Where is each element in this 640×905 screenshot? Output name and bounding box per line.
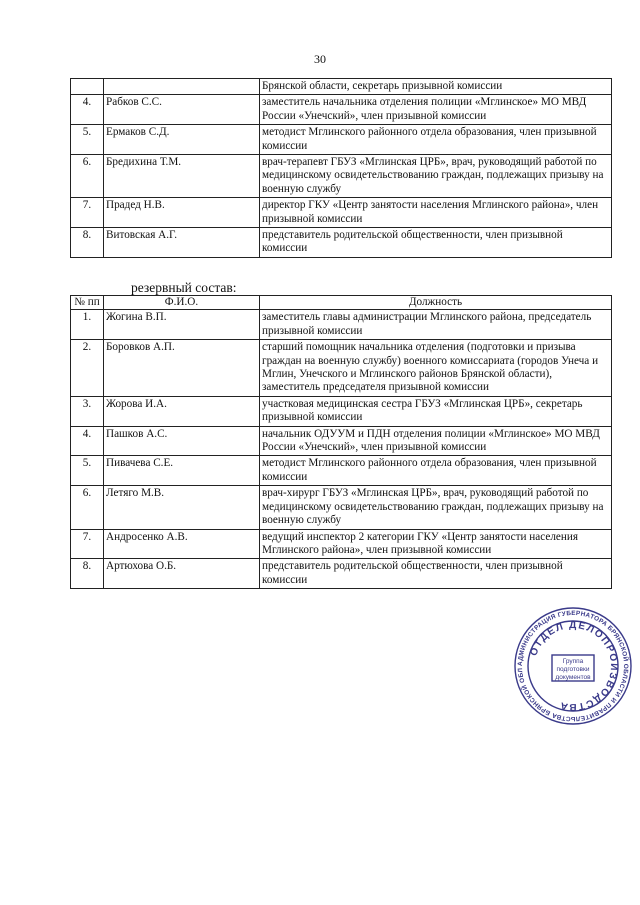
- table-row: [71, 95, 612, 125]
- cell-name: Боровков А.П.: [104, 340, 260, 397]
- svg-text:подготовки: подготовки: [556, 666, 590, 673]
- table-header-row: [71, 296, 612, 310]
- cell-position: старший помощник начальника отделения (подготовки и призыва граждан на военную службу) военного комиссариата (городов Унеча и Мглин, Унечского и Мглинского районов Брянской области), заместитель председателя призывной комиссии: [260, 340, 612, 397]
- cell-name: Ермаков С.Д.: [104, 125, 260, 155]
- table-row: [71, 125, 612, 155]
- cell-position: заместитель начальника отделения полиции «Мглинское» МО МВД России «Унечский», член призывной комиссии: [260, 95, 612, 125]
- reserve-section-title: резервный состав:: [131, 280, 237, 295]
- cell-name: Андросенко А.В.: [104, 529, 260, 559]
- cell-name: Артюхова О.Б.: [104, 559, 260, 589]
- table-row: [71, 198, 612, 228]
- table-row: [71, 559, 612, 589]
- svg-text:документов: документов: [555, 674, 591, 681]
- table-row: [71, 529, 612, 559]
- cell-position: ведущий инспектор 2 категории ГКУ «Центр занятости населения Мглинского района», член призывной комиссии: [260, 529, 612, 559]
- cell-name: Рабков С.С.: [104, 95, 260, 125]
- cell-num: 6.: [71, 155, 104, 198]
- table-row: [71, 426, 612, 456]
- cell-num: 8.: [71, 228, 104, 258]
- table-row: [71, 310, 612, 340]
- cell-num: 8.: [71, 559, 104, 589]
- cell-name: Витовская А.Г.: [104, 228, 260, 258]
- table-row: [71, 396, 612, 426]
- header-position: Должность: [260, 296, 612, 310]
- table-row: [71, 486, 612, 529]
- cell-num: 1.: [71, 310, 104, 340]
- header-name: Ф.И.О.: [104, 296, 260, 310]
- svg-text:ОТДЕЛ ДЕЛОПРОИЗВОДСТВА: ОТДЕЛ ДЕЛОПРОИЗВОДСТВА: [528, 619, 620, 713]
- cell-position: представитель родительской общественности, член призывной комиссии: [260, 559, 612, 589]
- cell-num: 6.: [71, 486, 104, 529]
- cell-position: директор ГКУ «Центр занятости населения Мглинского района», член призывной комиссии: [260, 198, 612, 228]
- cell-name: Пивачева С.Е.: [104, 456, 260, 486]
- cell-num: 4.: [71, 95, 104, 125]
- cell-position: начальник ОДУУМ и ПДН отделения полиции «Мглинское» МО МВД России «Унечский», член призывной комиссии: [260, 426, 612, 456]
- cell-position: врач-терапевт ГБУЗ «Мглинская ЦРБ», врач, руководящий работой по медицинскому освидетельствованию граждан, подлежащих призыву на военную службу: [260, 155, 612, 198]
- cell-num: [71, 79, 104, 95]
- table-row: [71, 79, 612, 95]
- cell-name: [104, 79, 260, 95]
- cell-num: 7.: [71, 529, 104, 559]
- cell-num: 7.: [71, 198, 104, 228]
- cell-num: 3.: [71, 396, 104, 426]
- cell-position: врач-хирург ГБУЗ «Мглинская ЦРБ», врач, руководящий работой по медицинскому освидетельствованию граждан, подлежащих призыву на военную службу: [260, 486, 612, 529]
- cell-position: Брянской области, секретарь призывной комиссии: [260, 79, 612, 95]
- cell-position: заместитель главы администрации Мглинского района, председатель призывной комиссии: [260, 310, 612, 340]
- cell-position: методист Мглинского районного отдела образования, член призывной комиссии: [260, 125, 612, 155]
- cell-name: Жогина В.П.: [104, 310, 260, 340]
- table-row: [71, 228, 612, 258]
- stamp-seal-icon: [512, 605, 634, 727]
- cell-name: Прадед Н.В.: [104, 198, 260, 228]
- table-row: [71, 155, 612, 198]
- cell-name: Летяго М.В.: [104, 486, 260, 529]
- table-row: [71, 456, 612, 486]
- cell-position: методист Мглинского районного отдела образования, член призывной комиссии: [260, 456, 612, 486]
- reserve-members-table: [70, 295, 612, 589]
- top-members-table: [70, 78, 612, 258]
- official-stamp: [512, 605, 634, 727]
- cell-num: 4.: [71, 426, 104, 456]
- page-number: 30: [314, 52, 326, 66]
- cell-position: представитель родительской общественности, член призывной комиссии: [260, 228, 612, 258]
- cell-num: 2.: [71, 340, 104, 397]
- cell-name: Бредихина Т.М.: [104, 155, 260, 198]
- svg-text:Группа: Группа: [562, 658, 584, 665]
- cell-name: Пашков А.С.: [104, 426, 260, 456]
- cell-name: Жорова И.А.: [104, 396, 260, 426]
- cell-num: 5.: [71, 456, 104, 486]
- cell-position: участковая медицинская сестра ГБУЗ «Мглинская ЦРБ», секретарь призывной комиссии: [260, 396, 612, 426]
- header-num: № пп: [71, 296, 104, 310]
- svg-text:АДМИНИСТРАЦИЯ ГУБЕРНАТОРА БРЯН: АДМИНИСТРАЦИЯ ГУБЕРНАТОРА БРЯНСКОЙ ОБЛАСТИ И ПРАВИТЕЛЬСТВА БРЯНСКОЙ ОБЛ: [516, 609, 630, 723]
- cell-num: 5.: [71, 125, 104, 155]
- table-row: [71, 340, 612, 397]
